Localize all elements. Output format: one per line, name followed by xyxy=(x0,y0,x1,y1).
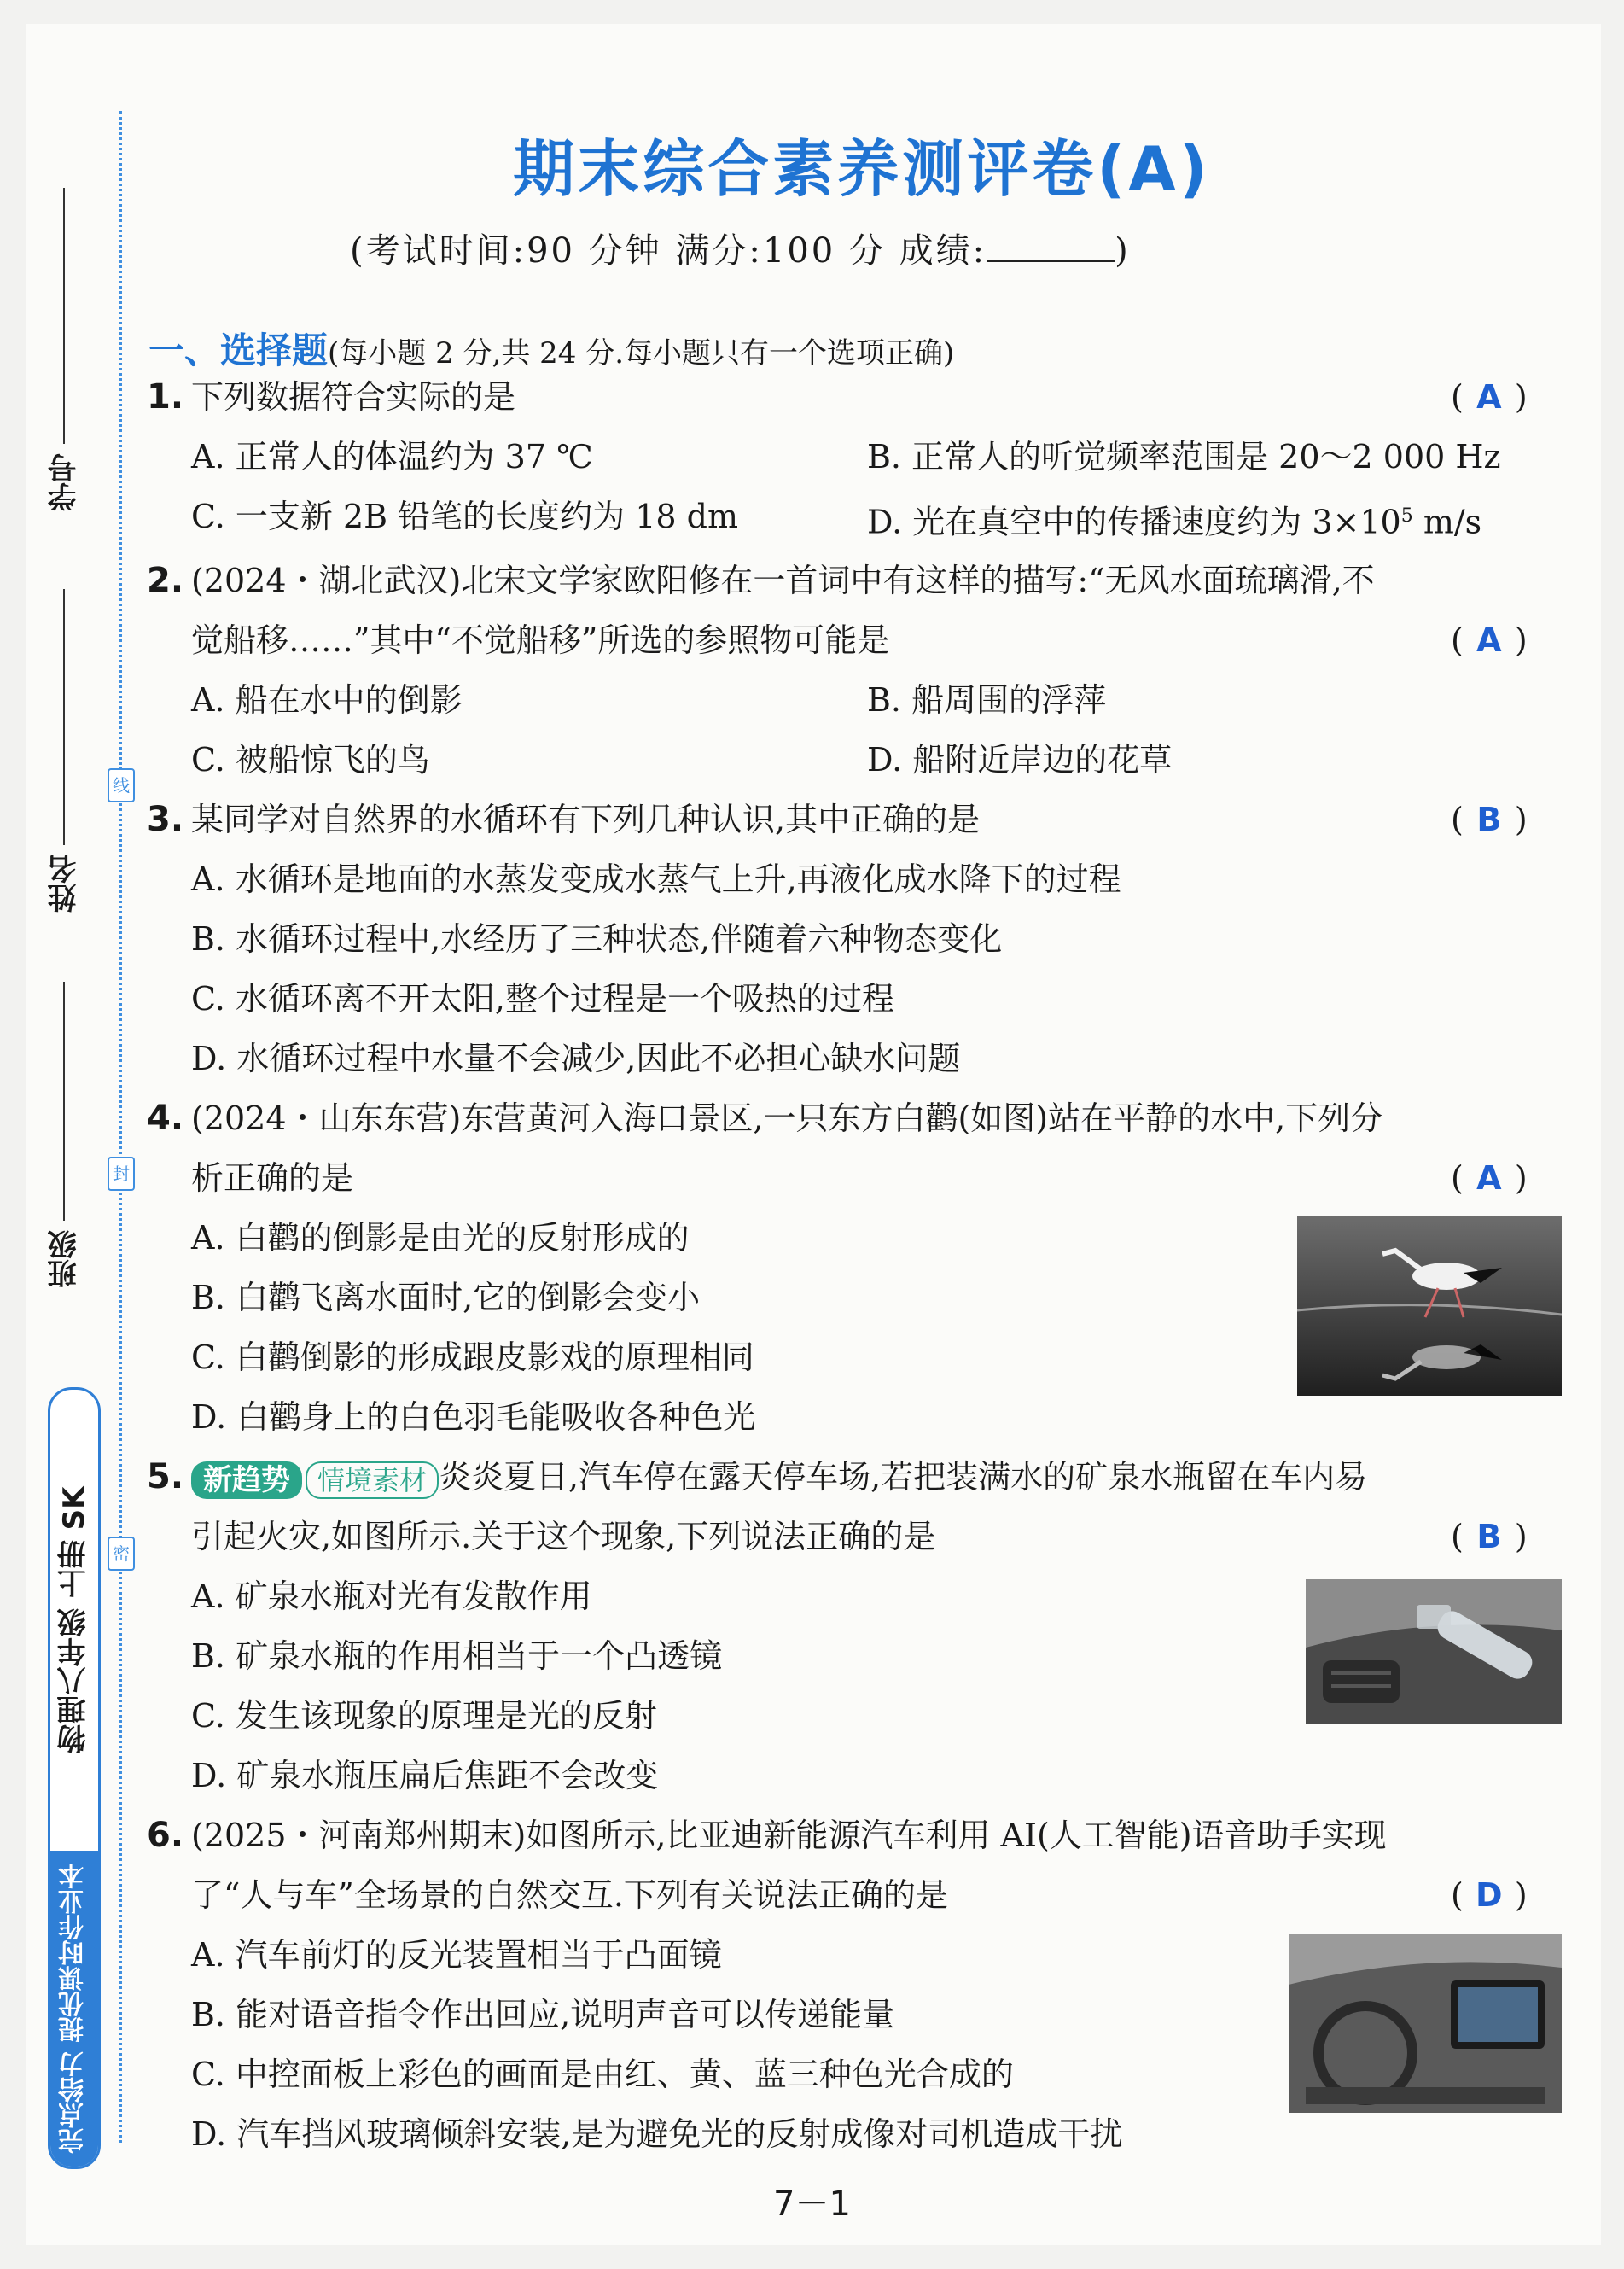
option-b: B. 正常人的听觉频率范围是 20～2 000 Hz xyxy=(867,438,1501,475)
option-b: B. 能对语音指令作出回应,说明声音可以传递能量 xyxy=(191,1996,895,2033)
question-number: 5. xyxy=(147,1457,184,1496)
question-text: 引起火灾,如图所示.关于这个现象,下列说法正确的是 xyxy=(191,1518,936,1555)
question-text: 下列数据符合实际的是 xyxy=(191,378,516,416)
field-student-id: 学号 xyxy=(48,453,82,511)
spine-label xyxy=(48,1387,101,2169)
page-title: 期末综合素养测评卷(A) xyxy=(513,133,1211,205)
question-text: (2024・山东东营)东营黄河入海口景区,一只东方白鹳(如图)站在平静的水中,下列分 xyxy=(191,1100,1383,1137)
question-text: (2025・河南郑州期末)如图所示,比亚迪新能源汽车利用 AI(人工智能)语音助手实现 xyxy=(191,1817,1387,1854)
option-a: A. 矿泉水瓶对光有发散作用 xyxy=(191,1578,592,1615)
option-b: B. 船周围的浮萍 xyxy=(867,681,1107,719)
option-c: C. 一支新 2B 铅笔的长度约为 18 dm xyxy=(191,498,739,535)
field-class: 班级 xyxy=(48,1230,82,1288)
question-number: 1. xyxy=(147,377,184,417)
option-b: B. 水循环过程中,水经历了三种状态,伴随着六种物态变化 xyxy=(191,920,1003,958)
exam-info xyxy=(350,224,1374,272)
field-name: 姓名 xyxy=(48,855,82,913)
cut-dotted-line xyxy=(119,111,122,2143)
question-text: 炎炎夏日,汽车停在露天停车场,若把装满水的矿泉水瓶留在车内易 xyxy=(439,1458,1368,1496)
option-c: C. 水循环离不开太阳,整个过程是一个吸热的过程 xyxy=(191,980,894,1018)
answer-bracket: ( A ) xyxy=(1451,376,1562,418)
egret-photo xyxy=(1297,1216,1562,1396)
option-c: C. 发生该现象的原理是光的反射 xyxy=(191,1697,657,1735)
answer-letter: D xyxy=(1476,1876,1503,1914)
section-title: 一、选择题 xyxy=(148,330,329,371)
answer-letter: A xyxy=(1476,1159,1502,1197)
answer-bracket: ( D ) xyxy=(1451,1874,1562,1916)
option-d: D. 光在真空中的传播速度约为 $3\times 10^5$ m/s xyxy=(867,503,1482,541)
option-d: D. 汽车挡风玻璃倾斜安装,是为避免光的反射成像对司机造成干扰 xyxy=(191,2115,1123,2153)
cut-mark-line: 线 xyxy=(108,768,135,802)
exam-info-text: (考试时间:90 分钟 满分:100 分 成绩: xyxy=(350,231,987,271)
spine-plain-text: 物理八年级 上册 SK xyxy=(57,1486,91,1754)
student-id-blank xyxy=(63,188,65,444)
spine-brand-text: 完点给力 提优课时作业本 xyxy=(50,1851,98,2167)
question-text: 觉船移……”其中“不觉船移”所选的参照物可能是 xyxy=(191,621,890,659)
answer-letter: B xyxy=(1476,1518,1502,1555)
answer-bracket: ( B ) xyxy=(1451,798,1562,841)
section-heading xyxy=(148,323,954,374)
option-b: B. 白鹳飞离水面时,它的倒影会变小 xyxy=(191,1279,701,1316)
option-d: D. 水循环过程中水量不会减少,因此不必担心缺水问题 xyxy=(191,1040,961,1077)
answer-bracket: ( B ) xyxy=(1451,1515,1562,1558)
answer-letter: A xyxy=(1476,621,1502,659)
option-a: A. 汽车前灯的反光装置相当于凸面镜 xyxy=(191,1936,722,1974)
answer-letter: A xyxy=(1476,378,1502,416)
question-text-line xyxy=(191,1455,1367,1499)
option-a: A. 船在水中的倒影 xyxy=(191,681,463,719)
trend-tag: 新趋势 xyxy=(191,1461,302,1499)
class-blank xyxy=(63,982,65,1221)
option-c: C. 中控面板上彩色的画面是由红、黄、蓝三种色光合成的 xyxy=(191,2056,1014,2093)
exam-info-close: ) xyxy=(1115,231,1131,271)
option-c: C. 白鹳倒影的形成跟皮影戏的原理相同 xyxy=(191,1339,754,1376)
option-c: C. 被船惊飞的鸟 xyxy=(191,741,430,779)
car-bottle-photo xyxy=(1306,1579,1562,1724)
question-number: 4. xyxy=(147,1099,184,1138)
binding-margin xyxy=(0,0,145,2269)
score-blank xyxy=(987,231,1115,262)
option-a: A. 白鹳的倒影是由光的反射形成的 xyxy=(191,1219,690,1257)
cut-mark-secret: 密 xyxy=(108,1537,135,1571)
option-d: D. 船附近岸边的花草 xyxy=(867,741,1173,779)
answer-bracket: ( A ) xyxy=(1451,1157,1562,1199)
option-a: A. 正常人的体温约为 37 ℃ xyxy=(191,438,593,475)
section-note: (每小题 2 分,共 24 分.每小题只有一个选项正确) xyxy=(328,336,955,370)
question-text: 某同学对自然界的水循环有下列几种认识,其中正确的是 xyxy=(191,801,981,838)
car-dashboard-photo xyxy=(1289,1934,1562,2113)
cut-mark-seal: 封 xyxy=(108,1157,135,1191)
question-text: (2024・湖北武汉)北宋文学家欧阳修在一首词中有这样的描写:“无风水面琉璃滑,不 xyxy=(191,562,1375,599)
page-number: 7－1 xyxy=(773,2184,851,2224)
option-d: D. 白鹳身上的白色羽毛能吸收各种色光 xyxy=(191,1398,756,1436)
question-text: 了“人与车”全场景的自然交互.下列有关说法正确的是 xyxy=(191,1876,948,1914)
question-number: 3. xyxy=(147,800,184,839)
answer-letter: B xyxy=(1476,801,1502,838)
option-d: D. 矿泉水瓶压扁后焦距不会改变 xyxy=(191,1757,659,1794)
answer-bracket: ( A ) xyxy=(1451,619,1562,662)
context-tag: 情境素材 xyxy=(306,1461,439,1499)
option-b: B. 矿泉水瓶的作用相当于一个凸透镜 xyxy=(191,1637,723,1675)
question-number: 2. xyxy=(147,561,184,600)
name-blank xyxy=(63,589,65,845)
question-text: 析正确的是 xyxy=(191,1159,354,1197)
question-number: 6. xyxy=(147,1816,184,1855)
option-a: A. 水循环是地面的水蒸发变成水蒸气上升,再液化成水降下的过程 xyxy=(191,860,1121,898)
